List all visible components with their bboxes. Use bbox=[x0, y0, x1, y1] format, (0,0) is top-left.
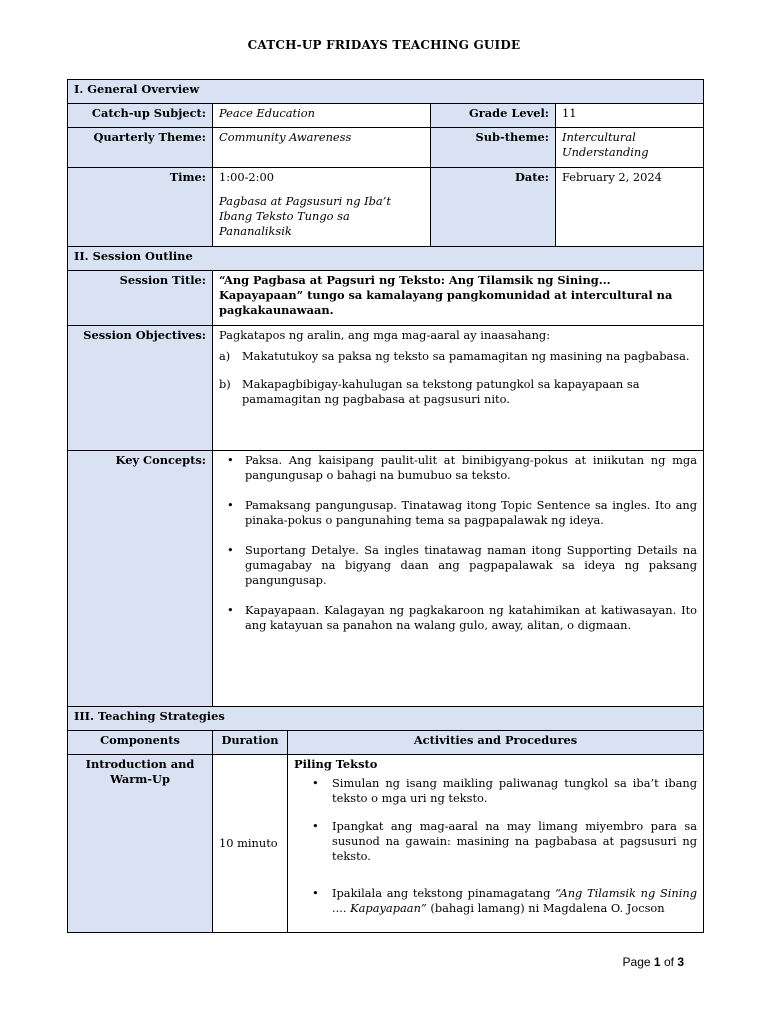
activities-cell bbox=[288, 755, 704, 933]
session-objectives-label: Session Objectives: bbox=[68, 326, 213, 451]
time-cell bbox=[213, 168, 431, 247]
teaching-strategies-heading: III. Teaching Strategies bbox=[68, 707, 704, 731]
objective-item bbox=[219, 349, 697, 364]
bullet-icon: • bbox=[312, 819, 319, 833]
activity-step-text: Simulan ng isang maikling paliwanag tungkol sa iba’t ibang teksto o mga uri ng teksto. bbox=[332, 776, 698, 805]
key-concepts-list bbox=[219, 453, 697, 633]
grade-value: 11 bbox=[556, 104, 704, 128]
activity-step-text: Ipangkat ang mag-aaral na may limang miyembro para sa susunod na gawain: masining na pagbabasa at pagsusuri ng teksto. bbox=[332, 819, 698, 863]
objective-text: Makatutukoy sa paksa ng teksto sa pamamagitan ng masining na pagbabasa. bbox=[242, 349, 690, 363]
session-outline-heading: II. Session Outline bbox=[68, 247, 704, 271]
key-concepts-label: Key Concepts: bbox=[68, 451, 213, 707]
document-title: CATCH-UP FRIDAYS TEACHING GUIDE bbox=[247, 38, 521, 52]
activity-title: Piling Teksto bbox=[294, 757, 378, 771]
time-value: 1:00-2:00 bbox=[219, 170, 275, 184]
session-objectives-cell bbox=[213, 326, 704, 451]
objectives-intro: Pagkatapos ng aralin, ang mga mag-aaral ay inaasahang: bbox=[219, 328, 551, 342]
objective-text: Makapagbibigay-kahulugan sa tekstong patungkol sa kapayapaan sa pamamagitan ng pagbabasa at pagsusuri nito. bbox=[242, 377, 640, 406]
grade-label: Grade Level: bbox=[431, 104, 556, 128]
key-concept-text: Pamaksang pangungusap. Tinatawag itong Topic Sentence sa ingles. Ito ang pinaka-pokus o pangunahing tema sa pagpapalawak ng ideya. bbox=[245, 498, 698, 527]
key-concepts-cell bbox=[213, 451, 704, 707]
teaching-guide-table bbox=[67, 79, 704, 933]
duration-value: 10 minuto bbox=[213, 755, 288, 933]
objectives-list bbox=[219, 349, 697, 407]
objective-item bbox=[219, 377, 697, 407]
key-concept-item bbox=[219, 453, 697, 483]
objective-marker: a) bbox=[219, 349, 231, 363]
subtheme-label: Sub-theme: bbox=[431, 128, 556, 168]
activities-header: Activities and Procedures bbox=[288, 731, 704, 755]
activity-step-text-end: (bahagi lamang) ni Magdalena O. Jocson bbox=[426, 901, 665, 915]
key-concept-text: Paksa. Ang kaisipang paulit-ulit at binibigyang-pokus at iniikutan ng mga pangungusap o bahagi na bumubuo sa teksto. bbox=[245, 453, 698, 482]
date-value: February 2, 2024 bbox=[556, 168, 704, 247]
theme-value: Community Awareness bbox=[213, 128, 431, 168]
component-introduction: Introduction and Warm-Up bbox=[68, 755, 213, 933]
bullet-icon: • bbox=[227, 543, 234, 557]
activity-steps bbox=[294, 776, 697, 916]
page-total: 3 bbox=[677, 955, 684, 969]
subject-label: Catch-up Subject: bbox=[68, 104, 213, 128]
date-label: Date: bbox=[431, 168, 556, 247]
session-title-label: Session Title: bbox=[68, 271, 213, 326]
subtheme-value: Intercultural Understanding bbox=[556, 128, 704, 168]
key-concept-item bbox=[219, 603, 697, 633]
bullet-icon: • bbox=[227, 603, 234, 617]
components-header: Components bbox=[68, 731, 213, 755]
activity-step bbox=[294, 886, 697, 916]
theme-label: Quarterly Theme: bbox=[68, 128, 213, 168]
text-title-reference: “Ang Tilamsik ng Sining .... Kapayapaan” bbox=[332, 886, 698, 915]
time-note: Pagbasa at Pagsusuri ng Iba’t Ibang Teksto Tungo sa Pananaliksik bbox=[219, 194, 391, 238]
time-label: Time: bbox=[68, 168, 213, 247]
general-overview-heading: I. General Overview bbox=[68, 80, 704, 104]
activity-step bbox=[294, 776, 697, 806]
bullet-icon: • bbox=[312, 886, 319, 900]
of-word: of bbox=[663, 955, 674, 969]
key-concept-text: Kapayapaan. Kalagayan ng pagkakaroon ng katahimikan at katiwasayan. Ito ang katayuan sa panahon na walang gulo, away, alitan, o digmaan. bbox=[245, 603, 698, 632]
duration-header: Duration bbox=[213, 731, 288, 755]
key-concept-item bbox=[219, 498, 697, 528]
page-number: 1 bbox=[653, 955, 661, 969]
objective-marker: b) bbox=[219, 377, 231, 391]
bullet-icon: • bbox=[312, 776, 319, 790]
key-concept-text: Suportang Detalye. Sa ingles tinatawag naman itong Supporting Details na gumagabay na bigyang daan ang pagpapalawak sa ideya ng paksang pangungusap. bbox=[245, 543, 698, 587]
page-footer bbox=[623, 955, 684, 969]
page-word: Page bbox=[622, 955, 651, 969]
activity-step-text: Ipakilala ang tekstong pinamagatang bbox=[332, 886, 556, 900]
bullet-icon: • bbox=[227, 498, 234, 512]
subject-value: Peace Education bbox=[213, 104, 431, 128]
activity-step bbox=[294, 819, 697, 864]
key-concept-item bbox=[219, 543, 697, 588]
bullet-icon: • bbox=[227, 453, 234, 467]
session-title-value: “Ang Pagbasa at Pagsuri ng Teksto: Ang Tilamsik ng Sining... Kapayapaan” tungo sa kamalayang pangkomunidad at intercultural na pagkakaunawaan. bbox=[213, 271, 704, 326]
